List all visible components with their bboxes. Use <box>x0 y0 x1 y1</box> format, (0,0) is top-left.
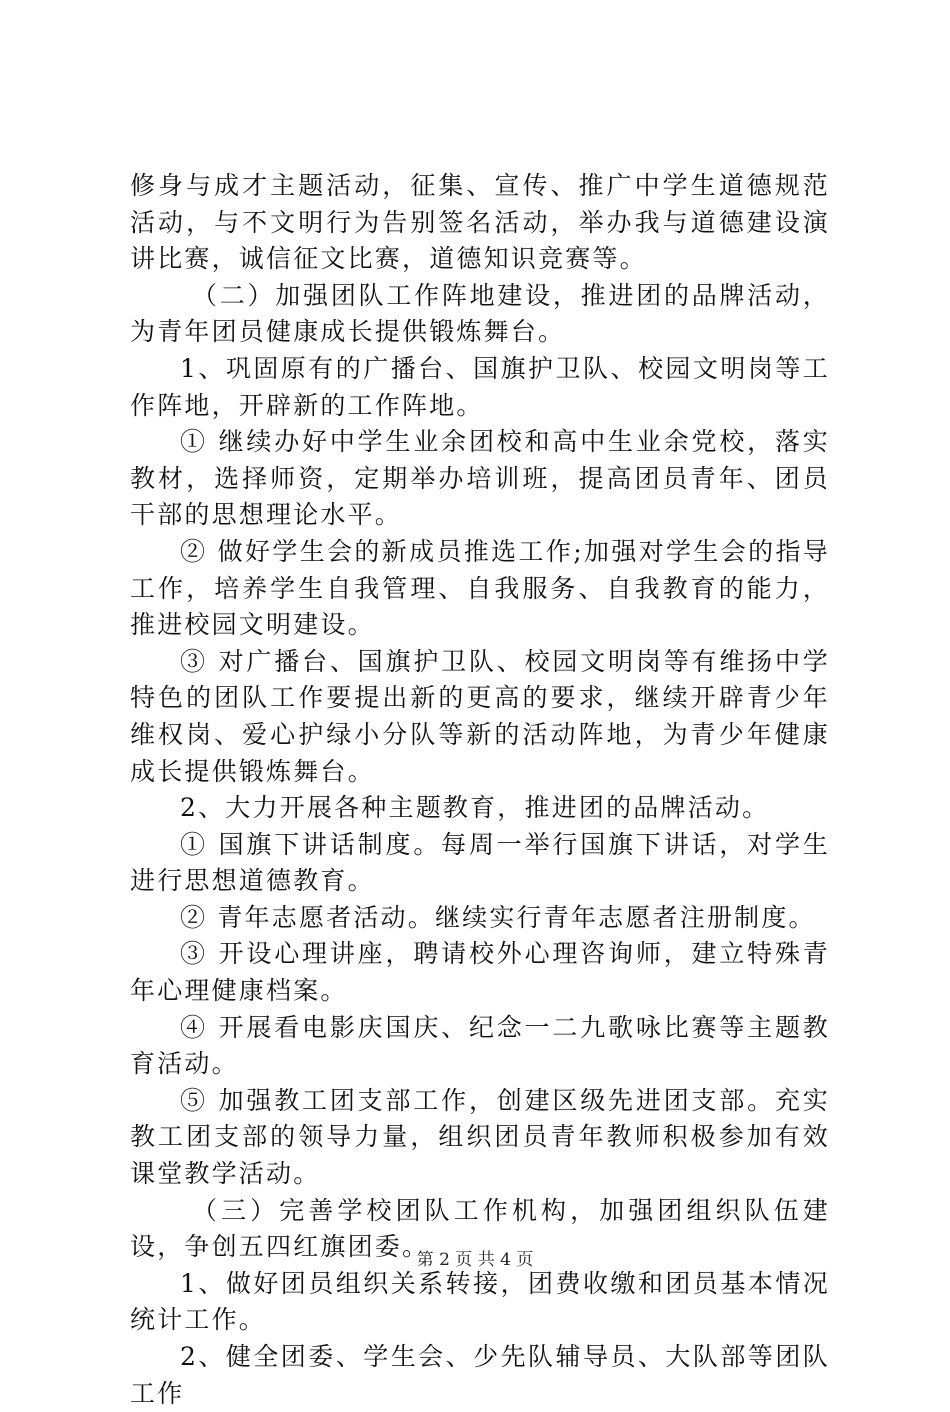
document-body <box>130 168 830 1412</box>
paragraph-5: ② 做好学生会的新成员推选工作;加强对学生会的指导工作，培养学生自我管理、自我服务、自我教育的能力，推进校园文明建设。 <box>130 536 830 640</box>
paragraph-14: 1、做好团员组织关系转接，团费收缴和团员基本情况统计工作。 <box>130 1268 830 1335</box>
paragraph-9: ② 青年志愿者活动。继续实行青年志愿者注册制度。 <box>180 902 816 932</box>
page-number-footer: 第 2 页 共 4 页 <box>416 1250 534 1270</box>
paragraph-3: 1、巩固原有的广播台、国旗护卫队、校园文明岗等工作阵地，开辟新的工作阵地。 <box>130 353 830 420</box>
paragraph-8: ① 国旗下讲话制度。每周一举行国旗下讲话，对学生进行思想道德教育。 <box>130 829 830 896</box>
paragraph-6: ③ 对广播台、国旗护卫队、校园文明岗等有维扬中学特色的团队工作要提出新的更高的要求，继续开辟青少年维权岗、爱心护绿小分队等新的活动阵地，为青少年健康成长提供锻炼舞台。 <box>130 646 830 786</box>
paragraph-15: 2、健全团委、学生会、少先队辅导员、大队部等团队工作 <box>130 1342 830 1408</box>
paragraph-13: （三）完善学校团队工作机构，加强团组织队伍建设，争创五四红旗团委。 <box>130 1195 830 1262</box>
paragraph-4: ① 继续办好中学生业余团校和高中生业余党校，落实教材，选择师资，定期举办培训班，提高团员青年、团员干部的思想理论水平。 <box>130 427 830 530</box>
paragraph-2: （二）加强团队工作阵地建设，推进团的品牌活动，为青年团员健康成长提供锻炼舞台。 <box>130 280 830 347</box>
paragraph-1: 修身与成才主题活动，征集、宣传、推广中学生道德规范活动，与不文明行为告别签名活动，举办我与道德建设演讲比赛，诚信征文比赛，道德知识竞赛等。 <box>130 171 830 274</box>
paragraph-7: 2、大力开展各种主题教育，推进团的品牌活动。 <box>180 793 770 823</box>
paragraph-10: ③ 开设心理讲座，聘请校外心理咨询师，建立特殊青年心理健康档案。 <box>130 939 830 1006</box>
paragraph-12: ⑤ 加强教工团支部工作，创建区级先进团支部。充实教工团支部的领导力量，组织团员青年教师积极参加有效课堂教学活动。 <box>130 1085 830 1189</box>
paragraph-11: ④ 开展看电影庆国庆、纪念一二九歌咏比赛等主题教育活动。 <box>130 1012 830 1079</box>
